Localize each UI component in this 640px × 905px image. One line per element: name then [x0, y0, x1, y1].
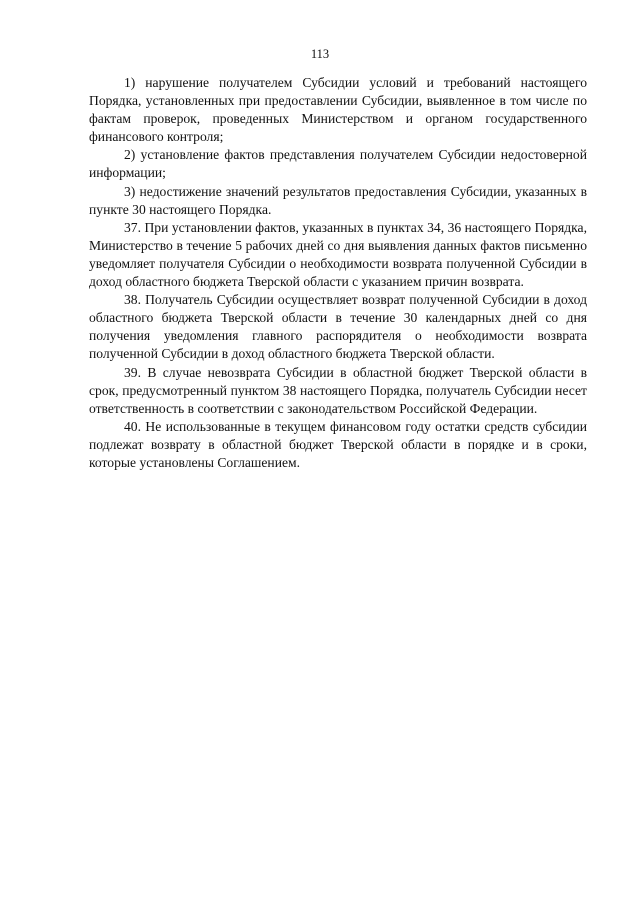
paragraph-clause-39: 39. В случае невозврата Субсидии в областной бюджет Тверской области в срок, предусмотренный пунктом 38 настоящего Порядка, получатель Субсидии несет ответственность в соответствии с законодательством Российской Федерации. [89, 364, 587, 416]
page-number: 113 [310, 47, 330, 61]
paragraph-clause-40: 40. Не использованные в текущем финансовом году остатки средств субсидии подлежат возврату в областной бюджет Тверской области в порядке и в сроки, которые установлены Соглашением. [89, 418, 587, 470]
document-body [89, 74, 587, 472]
paragraph-clause-38: 38. Получатель Субсидии осуществляет возврат полученной Субсидии в доход областного бюджета Тверской области в течение 30 календарных дней со дня получения уведомления главного распорядителя о необходимости возврата полученной Субсидии в доход областного бюджета Тверской области. [89, 292, 587, 362]
paragraph-clause-37: 37. При установлении фактов, указанных в пунктах 34, 36 настоящего Порядка, Министерство в течение 5 рабочих дней со дня выявления данных фактов письменно уведомляет получателя Субсидии о необходимости возврата полученной Субсидии в доход областного бюджета Тверской области с указанием причин возврата. [89, 219, 587, 290]
paragraph-item-3-results-not-achieved: 3) недостижение значений результатов предоставления Субсидии, указанных в пункте 30 настоящего Порядка. [89, 183, 587, 217]
paragraph-item-2-false-info: 2) установление фактов представления получателем Субсидии недостоверной информации; [89, 147, 587, 181]
paragraph-item-1-violation: 1) нарушение получателем Субсидии условий и требований настоящего Порядка, установленных при предоставлении Субсидии, выявленное в том числе по фактам проверок, проведенных Министерством и органом государственного финансового контроля; [89, 75, 587, 145]
